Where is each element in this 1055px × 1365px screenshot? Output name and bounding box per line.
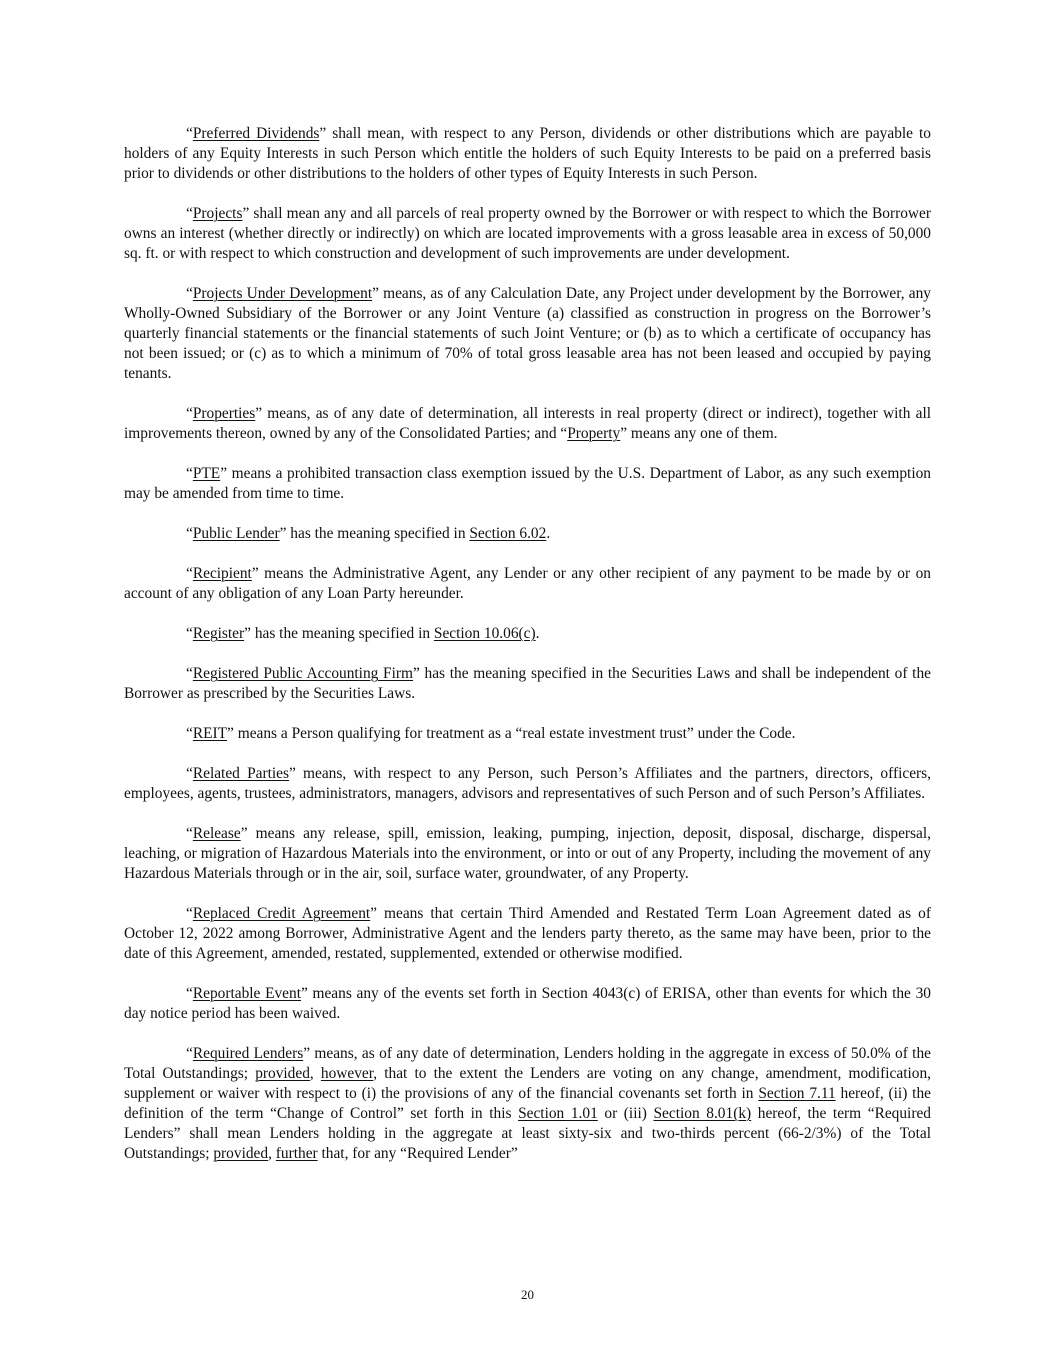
proviso-keyword: however (320, 1065, 374, 1082)
proviso-keyword: further (275, 1145, 318, 1162)
definition-text: “ (186, 665, 193, 682)
defined-term: Projects Under Development (192, 285, 373, 302)
definition-reportable-event (124, 984, 931, 1024)
definition-text: “ (186, 465, 193, 482)
definition-reit (124, 724, 931, 744)
section-reference: Section 7.11 (758, 1085, 836, 1102)
definition-text: ” means, with respect to any Person, such Person’s Affiliates and the partners, directors, officers, employees, agents, trustees, administrators, managers, advisors and representatives of such Person and of such Person’s Affiliates. (124, 765, 931, 802)
defined-term: Preferred Dividends (192, 125, 320, 142)
definition-text: “ (186, 405, 193, 422)
proviso-keyword: provided (255, 1065, 310, 1082)
definition-text: ” means any one of them. (620, 425, 778, 442)
section-reference: Section 6.02 (469, 525, 547, 542)
definition-projects (124, 204, 931, 264)
definition-required-lenders (124, 1044, 931, 1164)
definition-text: ” has the meaning specified in (279, 525, 470, 542)
defined-term: Property (567, 425, 621, 442)
defined-term: Recipient (192, 565, 252, 582)
section-reference: Section 10.06(c) (433, 625, 536, 642)
definition-text: , (268, 1145, 276, 1162)
definitions-list (124, 124, 931, 1164)
definition-text: “ (186, 125, 193, 142)
definition-text: ” means any release, spill, emission, leaking, pumping, injection, deposit, disposal, discharge, dispersal, leaching, or migration of Hazardous Materials into the environment, or into or out of any Property, including the movement of any Hazardous Materials through or in the air, soil, surface water, groundwater, of any Property. (124, 825, 931, 882)
definition-text: ” means any of the events set forth in Section 4043(c) of ERISA, other than events for which the 30 day notice period has been waived. (124, 985, 931, 1022)
defined-term: Reportable Event (192, 985, 301, 1002)
document-page (124, 124, 931, 1184)
defined-term: Registered Public Accounting Firm (192, 665, 413, 682)
defined-term: Register (192, 625, 245, 642)
proviso-keyword: provided (213, 1145, 269, 1162)
definition-registered-public-accounting-firm (124, 664, 931, 704)
definition-pte (124, 464, 931, 504)
definition-recipient (124, 564, 931, 604)
defined-term: Projects (192, 205, 243, 222)
definition-preferred-dividends (124, 124, 931, 184)
definition-properties (124, 404, 931, 444)
definition-text: ” means the Administrative Agent, any Lender or any other recipient of any payment to be made by or on account of any obligation of any Loan Party hereunder. (124, 565, 931, 602)
definition-text: . (546, 525, 551, 542)
definition-text: ” means that certain Third Amended and Restated Term Loan Agreement dated as of October 12, 2022 among Borrower, Administrative Agent and the lenders party thereto, as the same may have been, prior to the date of this Agreement, amended, restated, supplemented, extended or otherwise modified. (124, 905, 931, 962)
definition-text: that, for any “Required Lender” (317, 1145, 518, 1162)
definition-text: ” has the meaning specified in (244, 625, 434, 642)
defined-term: Replaced Credit Agreement (192, 905, 371, 922)
definition-text: “ (186, 1045, 193, 1062)
definition-text: “ (186, 765, 193, 782)
definition-text: “ (186, 205, 193, 222)
definition-text: “ (186, 825, 193, 842)
definition-text: . (535, 625, 540, 642)
definition-text: “ (186, 625, 193, 642)
defined-term: REIT (192, 725, 228, 742)
definition-register (124, 624, 931, 644)
section-reference: Section 8.01(k) (653, 1105, 752, 1122)
defined-term: Required Lenders (192, 1045, 304, 1062)
definition-text: “ (186, 725, 193, 742)
definition-text: or (iii) (597, 1105, 654, 1122)
page-number: 20 (521, 1287, 534, 1302)
definition-text: ” means, as of any Calculation Date, any Project under development by the Borrower, any Wholly-Owned Subsidiary of the Borrower or any Joint Venture (a) classified as construction in progress on the Borrower’s quarterly financial statements or the financial statements of such Joint Venture; or (b) as to which a certificate of occupancy has not been issued; or (c) as to which a minimum of 70% of total gross leasable area has not been leased and occupied by paying tenants. (124, 285, 931, 382)
section-reference: Section 1.01 (518, 1105, 598, 1122)
defined-term: Release (192, 825, 241, 842)
definition-text: “ (186, 905, 193, 922)
definition-text: “ (186, 525, 193, 542)
defined-term: Public Lender (192, 525, 280, 542)
defined-term: Related Parties (192, 765, 289, 782)
definition-text: ” shall mean, with respect to any Person, dividends or other distributions which are payable to holders of any Equity Interests in such Person which entitle the holders of such Equity Interests to be paid on a preferred basis prior to dividends or other distributions to the holders of other types of Equity Interests in such Person. (124, 125, 931, 182)
definition-text: ” has the meaning specified in the Securities Laws and shall be independent of the Borrower as prescribed by the Securities Laws. (124, 665, 931, 702)
definition-text: ” shall mean any and all parcels of real property owned by the Borrower or with respect to which the Borrower owns an interest (whether directly or indirectly) on which are located improvements with a gross leasable area in excess of 50,000 sq. ft. or with respect to which construction and development of such improvements are under development. (124, 205, 931, 262)
definition-release (124, 824, 931, 884)
definition-public-lender (124, 524, 931, 544)
defined-term: Properties (192, 405, 256, 422)
definition-text: ” means, as of any date of determination, all interests in real property (direct or indirect), together with all improvements thereon, owned by any of the Consolidated Parties; and “ (124, 405, 931, 442)
definition-text: “ (186, 985, 193, 1002)
definition-text: , (309, 1065, 321, 1082)
definition-text: , that to the extent the Lenders are voting on any change, amendment, modification, supplement or waiver with respect to (i) the provisions of any of the financial covenants set forth in (124, 1065, 931, 1102)
defined-term: PTE (192, 465, 221, 482)
definition-text: “ (186, 565, 193, 582)
definition-text: hereof, the term “Required Lenders” shall mean Lenders holding in the aggregate at least sixty-six and two-thirds percent (66-2/3%) of the Total Outstandings; (124, 1105, 931, 1162)
definition-projects-under-development (124, 284, 931, 384)
definition-related-parties (124, 764, 931, 804)
definition-text: ” means, as of any date of determination, Lenders holding in the aggregate in excess of 50.0% of the Total Outstandings; (124, 1045, 931, 1082)
definition-text: ” means a prohibited transaction class exemption issued by the U.S. Department of Labor, as any such exemption may be amended from time to time. (124, 465, 931, 502)
definition-text: “ (186, 285, 193, 302)
definition-replaced-credit-agreement (124, 904, 931, 964)
definition-text: ” means a Person qualifying for treatment as a “real estate investment trust” under the Code. (227, 725, 796, 742)
definition-text: hereof, (ii) the definition of the term “Change of Control” set forth in this (124, 1085, 931, 1122)
